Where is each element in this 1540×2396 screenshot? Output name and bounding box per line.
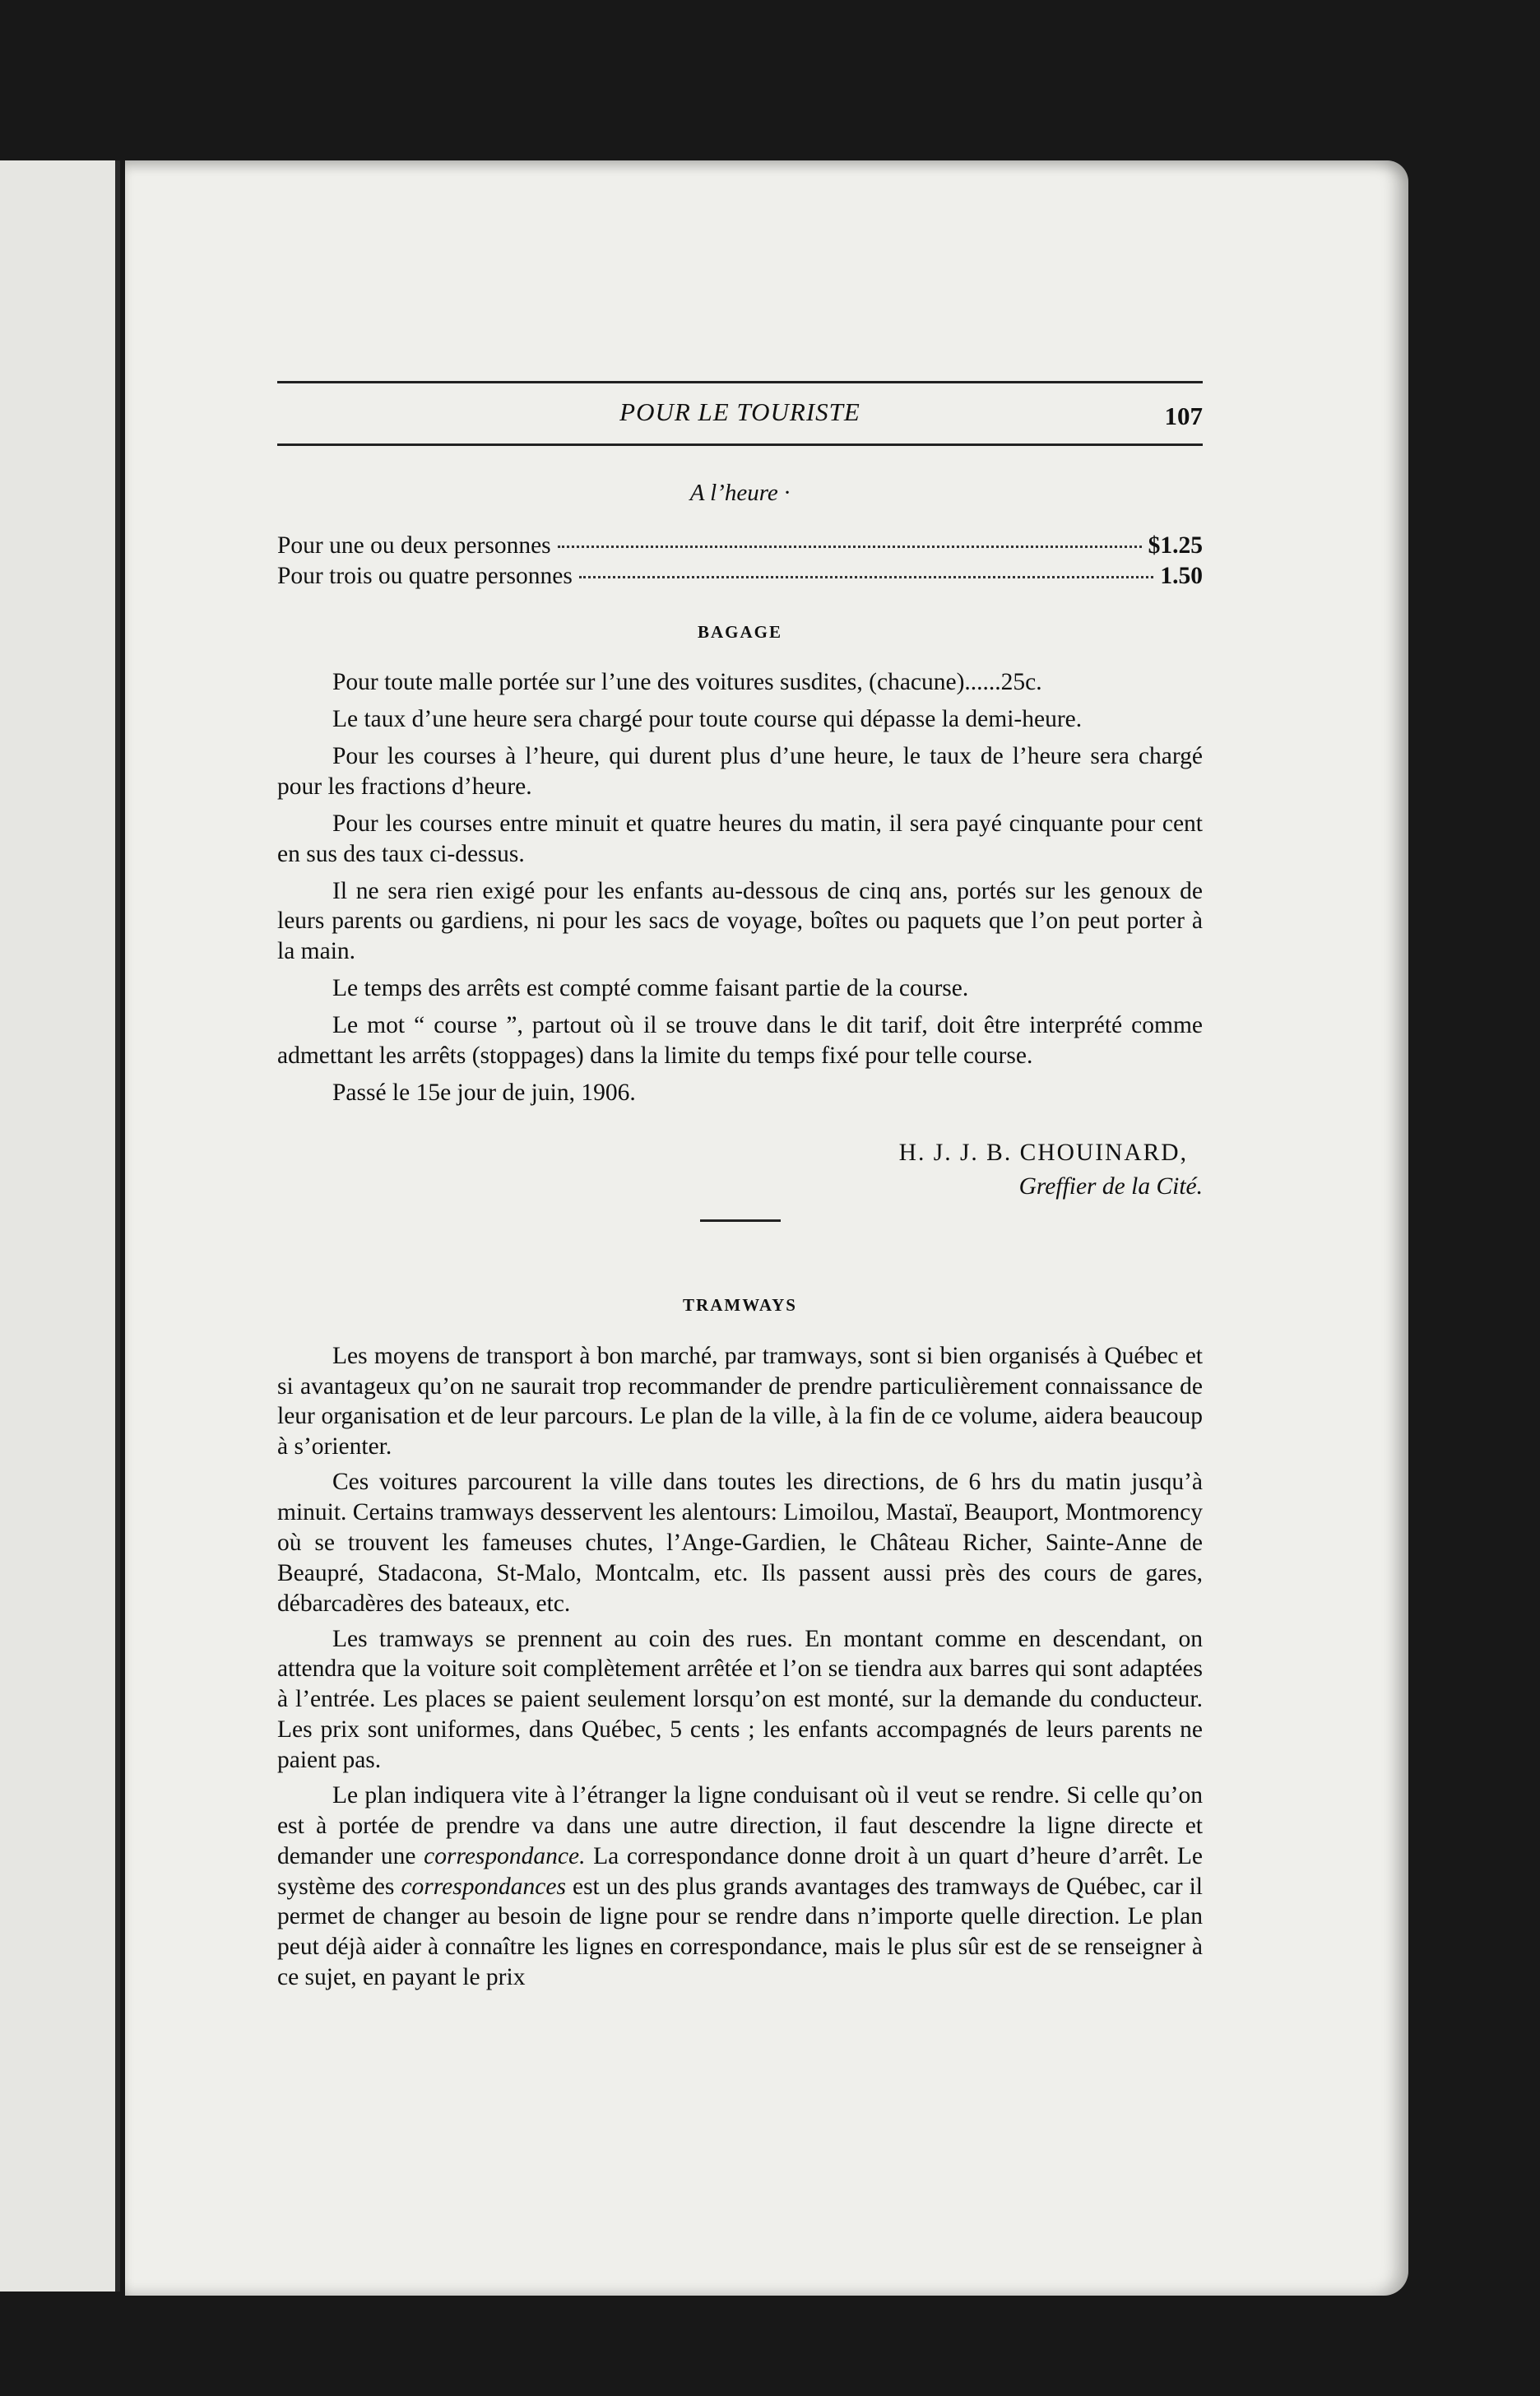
bagage-paragraph: Le taux d’une heure sera chargé pour toute course qui dépasse la demi-heure.: [332, 706, 1083, 733]
facing-page-edge: [0, 160, 120, 2292]
page-number: 107: [1164, 402, 1203, 430]
rate-value: 1.50: [1160, 563, 1203, 590]
rate-row: [277, 531, 1203, 561]
bagage-paragraph: Le mot “ course ”, partout où il se trouve dans le dit tarif, doit être interprété comme admettant les arrêts (stoppages) dans la limite du temps fixé pour telle course.: [277, 1012, 1203, 1069]
tramways-section: [277, 1341, 1203, 1993]
tramways-paragraph: Les moyens de transport à bon marché, par tramways, sont si bien organisés à Québec et si avantageux qu’on ne saurait trop recommander de prendre particulièrement connaissance de leur organisation et de leur parcours. Le plan de la ville, à la fin de ce volume, aidera beaucoup à s’orienter.: [277, 1342, 1203, 1460]
bagage-paragraph: Pour les courses entre minuit et quatre heures du matin, il sera payé cinquante pour cent en sus des taux ci-dessus.: [277, 810, 1203, 867]
bagage-paragraph: Pour les courses à l’heure, qui durent plus d’une heure, le taux de l’heure sera chargé pour les fractions d’heure.: [277, 743, 1203, 800]
rate-label: Pour une ou deux personnes: [277, 532, 551, 560]
bagage-paragraph: Le temps des arrêts est compté comme faisant partie de la course.: [332, 975, 969, 1002]
signature-name: H. J. J. B. CHOUINARD,: [898, 1139, 1188, 1166]
bagage-paragraph: Pour toute malle portée sur l’une des voitures susdites, (chacune)......25c.: [332, 669, 1042, 696]
leader-dots: [579, 576, 1154, 578]
leader-dots: [558, 546, 1142, 548]
rate-row: [277, 561, 1203, 592]
hourly-rates-title: A l’heure ·: [689, 480, 791, 506]
tramways-paragraph: Ces voitures parcourent la ville dans toutes les directions, de 6 hrs du matin jusqu’à minuit. Certains tramways desservent les alentours: Limoilou, Mastaï, Beauport, Montmorency où se trouvent les fameuses chutes, l’Ange-Gardien, le Château Richer, Sainte-Anne de Beaupré, Stadacona, St-Malo, Montcalm, etc. Ils passent aussi près des cours de gares, débarcadères des bateaux, etc.: [277, 1469, 1203, 1617]
tramways-paragraph: Les tramways se prennent au coin des rues. En montant comme en descendant, on attendra que la voiture soit complètement arrêtée et l’on se tiendra aux barres qui sont adaptées à l’entrée. Les places se paient seulement lorsqu’on est monté, sur la demande du conducteur. Les prix sont uniformes, dans Québec, 5 cents ; les enfants accompagnés de leurs parents ne paient pas.: [277, 1625, 1203, 1773]
passed-date: Passé le 15e jour de juin, 1906.: [332, 1079, 636, 1106]
header-rule-bottom: [277, 443, 1203, 446]
running-title: POUR LE TOURISTE: [619, 397, 860, 426]
header-rule-top: [277, 381, 1203, 383]
emphasized-term: correspondance.: [424, 1842, 586, 1869]
rate-label: Pour trois ou quatre personnes: [277, 563, 573, 590]
paragraph-text: Le plan indiquera vite à l’étranger la ligne conduisant où il veut se rendre. Si celle qu’on est à portée de prendre va dans une autre direction, il faut descendre la ligne directe et demander une: [277, 1781, 1203, 1869]
paragraph-text: est un des plus grands avantages des tramways de Québec, car il permet de changer au besoin de ligne pour se rendre dans n’importe quelle direction. Le plan peut déjà aider à connaître les lignes en correspondance, mais le plus sûr est de se renseigner à ce sujet, en payant le prix: [277, 1873, 1203, 1991]
emphasized-term: correspondances: [401, 1873, 566, 1900]
tramways-paragraph: [277, 1781, 1203, 1993]
rate-value: $1.25: [1148, 532, 1203, 560]
tramways-heading: TRAMWAYS: [683, 1295, 797, 1316]
bagage-heading: BAGAGE: [697, 622, 782, 642]
bagage-paragraph: Il ne sera rien exigé pour les enfants au-dessous de cinq ans, portés sur les genoux de leurs parents ou gardiens, ni pour les sacs de voyage, boîtes ou paquets que l’on peut porter à la main.: [277, 877, 1203, 965]
page-content: [277, 374, 1203, 1998]
running-header: [277, 374, 1203, 450]
signature-title: Greffier de la Cité.: [1018, 1172, 1203, 1200]
paragraph-text: La correspondance donne droit à un quart d’heure d’arrêt. Le système des: [277, 1842, 1203, 1900]
section-divider: [700, 1219, 781, 1222]
